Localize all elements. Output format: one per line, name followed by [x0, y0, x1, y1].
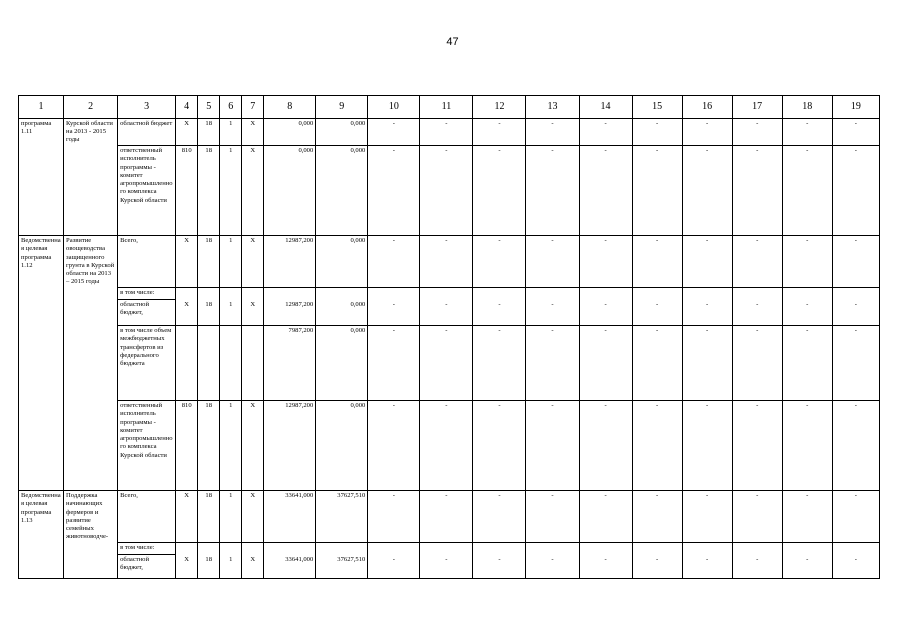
cell-col19: -	[832, 300, 879, 326]
cell-col18: -	[782, 401, 832, 491]
cell-col10: -	[368, 300, 420, 326]
cell-c8: 12987,200	[264, 300, 316, 326]
cell-c8: 7987,200	[264, 326, 316, 401]
cell-col14	[579, 543, 632, 555]
cell-col14: -	[579, 236, 632, 288]
cell-c9: 37627,510	[316, 491, 368, 543]
cell-c9: 0,000	[316, 146, 368, 236]
cell-c3: ответственный исполнитель программы - комитет агропромышленного комплекса Курской области	[118, 146, 176, 236]
cell-col19: -	[832, 401, 879, 491]
cell-col15: -	[632, 300, 682, 326]
cell-c8: 12987,200	[264, 401, 316, 491]
column-header: 13	[526, 96, 579, 119]
cell-c9: 0,000	[316, 401, 368, 491]
cell-col13: -	[526, 401, 579, 491]
cell-col12	[473, 288, 526, 300]
cell-col12: -	[473, 236, 526, 288]
cell-col10: -	[368, 236, 420, 288]
cell-col17	[732, 543, 782, 555]
cell-col18	[782, 543, 832, 555]
column-header: 9	[316, 96, 368, 119]
cell-col18: -	[782, 491, 832, 543]
column-header: 18	[782, 96, 832, 119]
cell-c4	[176, 326, 198, 401]
cell-col10: -	[368, 146, 420, 236]
cell-col12: -	[473, 401, 526, 491]
cell-col10: -	[368, 326, 420, 401]
column-header: 16	[682, 96, 732, 119]
cell-c3: в том числе объем межбюджетных трансфертов из федерального бюджета	[118, 326, 176, 401]
cell-col17: -	[732, 146, 782, 236]
column-header: 8	[264, 96, 316, 119]
cell-col11: -	[420, 119, 473, 146]
column-header: 11	[420, 96, 473, 119]
cell-c1	[19, 146, 64, 236]
cell-col19: -	[832, 146, 879, 236]
cell-col16: -	[682, 326, 732, 401]
column-header: 7	[242, 96, 264, 119]
cell-col16	[682, 288, 732, 300]
cell-c7: Х	[242, 146, 264, 236]
cell-c5: 18	[198, 491, 220, 543]
cell-col17	[732, 288, 782, 300]
column-header: 17	[732, 96, 782, 119]
cell-col15: -	[632, 401, 682, 491]
cell-c4: Х	[176, 300, 198, 326]
cell-c5	[198, 326, 220, 401]
cell-c8: 33641,000	[264, 491, 316, 543]
cell-c6: 1	[220, 491, 242, 543]
column-header: 5	[198, 96, 220, 119]
cell-col10: -	[368, 491, 420, 543]
cell-col16	[682, 543, 732, 555]
cell-col18: -	[782, 119, 832, 146]
cell-col14: -	[579, 119, 632, 146]
cell-col11	[420, 288, 473, 300]
cell-col10: -	[368, 401, 420, 491]
cell-c5: 18	[198, 119, 220, 146]
cell-col15: -	[632, 555, 682, 579]
table-row	[19, 326, 880, 401]
cell-col17: -	[732, 300, 782, 326]
cell-c4: Х	[176, 555, 198, 579]
page-number: 47	[446, 36, 459, 48]
cell-col12: -	[473, 326, 526, 401]
table-row	[19, 119, 880, 146]
cell-c5	[198, 288, 220, 300]
cell-c7: Х	[242, 491, 264, 543]
cell-col17: -	[732, 119, 782, 146]
cell-col15: -	[632, 119, 682, 146]
cell-col16: -	[682, 146, 732, 236]
cell-col16: -	[682, 300, 732, 326]
cell-c6: 1	[220, 300, 242, 326]
cell-col15	[632, 543, 682, 555]
cell-col10: -	[368, 119, 420, 146]
cell-c6: 1	[220, 555, 242, 579]
column-header: 15	[632, 96, 682, 119]
cell-c1: Ведомственная целевая программа 1.13	[19, 491, 64, 543]
table-row	[19, 300, 880, 326]
table-row	[19, 401, 880, 491]
cell-col11: -	[420, 555, 473, 579]
cell-c2	[64, 555, 118, 579]
cell-col19	[832, 288, 879, 300]
cell-col15: -	[632, 491, 682, 543]
cell-col18: -	[782, 236, 832, 288]
cell-c3: в том числе:	[118, 543, 176, 555]
cell-col12: -	[473, 491, 526, 543]
cell-col10	[368, 543, 420, 555]
cell-c5: 18	[198, 401, 220, 491]
cell-col15	[632, 288, 682, 300]
cell-c7	[242, 288, 264, 300]
table-row	[19, 288, 880, 300]
cell-c4: Х	[176, 491, 198, 543]
cell-c4: 810	[176, 401, 198, 491]
cell-c6	[220, 288, 242, 300]
cell-c5: 18	[198, 236, 220, 288]
cell-c3: Всего,	[118, 236, 176, 288]
cell-col17: -	[732, 401, 782, 491]
cell-c7	[242, 543, 264, 555]
cell-col11: -	[420, 146, 473, 236]
cell-c4: Х	[176, 119, 198, 146]
cell-col19: -	[832, 555, 879, 579]
cell-c8: 33641,000	[264, 555, 316, 579]
cell-col12: -	[473, 146, 526, 236]
cell-col19: -	[832, 326, 879, 401]
cell-c6: 1	[220, 236, 242, 288]
cell-c6: 1	[220, 401, 242, 491]
cell-c3: в том числе:	[118, 288, 176, 300]
cell-col14: -	[579, 401, 632, 491]
cell-col11: -	[420, 401, 473, 491]
budget-table	[18, 95, 880, 579]
cell-col13	[526, 543, 579, 555]
cell-c5	[198, 543, 220, 555]
cell-col16: -	[682, 555, 732, 579]
column-header: 19	[832, 96, 879, 119]
table-row	[19, 543, 880, 555]
cell-c1	[19, 555, 64, 579]
cell-c9: 0,000	[316, 326, 368, 401]
cell-c6	[220, 543, 242, 555]
cell-c5: 18	[198, 300, 220, 326]
cell-c7: Х	[242, 236, 264, 288]
cell-c8: 0,000	[264, 119, 316, 146]
cell-col18: -	[782, 146, 832, 236]
cell-c5: 18	[198, 146, 220, 236]
cell-c3: ответственный исполнитель программы - комитет агропромышленного комплекса Курской области	[118, 401, 176, 491]
cell-col13: -	[526, 555, 579, 579]
table-row	[19, 491, 880, 543]
cell-col13	[526, 288, 579, 300]
cell-c1	[19, 300, 64, 326]
cell-col16: -	[682, 119, 732, 146]
cell-c3: областной бюджет	[118, 119, 176, 146]
cell-c2: Поддержка начинающих фермеров и развитие семейных животноводче-	[64, 491, 118, 543]
cell-col17: -	[732, 491, 782, 543]
cell-col18: -	[782, 555, 832, 579]
cell-c8	[264, 543, 316, 555]
cell-col14: -	[579, 491, 632, 543]
cell-col16: -	[682, 401, 732, 491]
cell-c9: 0,000	[316, 119, 368, 146]
cell-c6: 1	[220, 146, 242, 236]
cell-col15: -	[632, 236, 682, 288]
cell-c1: Ведомственная целевая программа 1.12	[19, 236, 64, 288]
table-row	[19, 236, 880, 288]
cell-col15: -	[632, 326, 682, 401]
cell-col12: -	[473, 119, 526, 146]
cell-c4: Х	[176, 236, 198, 288]
cell-col14: -	[579, 146, 632, 236]
cell-col17: -	[732, 236, 782, 288]
cell-col13: -	[526, 491, 579, 543]
cell-col11	[420, 543, 473, 555]
cell-c2: Развитие овощеводства защищенного грунта в Курской области на 2013 – 2015 годы	[64, 236, 118, 288]
cell-c2	[64, 543, 118, 555]
cell-c9	[316, 543, 368, 555]
cell-c9	[316, 288, 368, 300]
cell-c4: 810	[176, 146, 198, 236]
cell-col11: -	[420, 491, 473, 543]
column-header: 6	[220, 96, 242, 119]
cell-c1	[19, 401, 64, 491]
cell-c2	[64, 401, 118, 491]
column-header: 10	[368, 96, 420, 119]
cell-col10	[368, 288, 420, 300]
cell-c4	[176, 288, 198, 300]
cell-c8: 12987,200	[264, 236, 316, 288]
cell-col13: -	[526, 119, 579, 146]
cell-col17: -	[732, 326, 782, 401]
cell-c4	[176, 543, 198, 555]
table-row	[19, 146, 880, 236]
cell-col15: -	[632, 146, 682, 236]
header-row	[19, 96, 880, 119]
cell-c7: Х	[242, 401, 264, 491]
column-header: 4	[176, 96, 198, 119]
cell-c6: 1	[220, 119, 242, 146]
cell-c2	[64, 288, 118, 300]
cell-col11: -	[420, 300, 473, 326]
cell-c6	[220, 326, 242, 401]
cell-col19: -	[832, 119, 879, 146]
cell-c9: 0,000	[316, 300, 368, 326]
cell-col14: -	[579, 326, 632, 401]
cell-c9: 0,000	[316, 236, 368, 288]
cell-col14: -	[579, 555, 632, 579]
cell-c9: 37627,510	[316, 555, 368, 579]
cell-c7: Х	[242, 119, 264, 146]
cell-col18	[782, 288, 832, 300]
cell-c2: Курской области на 2013 - 2015 годы	[64, 119, 118, 146]
cell-col19: -	[832, 491, 879, 543]
cell-col11: -	[420, 326, 473, 401]
cell-col18: -	[782, 326, 832, 401]
cell-c7: Х	[242, 555, 264, 579]
cell-col14: -	[579, 300, 632, 326]
cell-col16: -	[682, 236, 732, 288]
cell-col13: -	[526, 146, 579, 236]
cell-col13: -	[526, 300, 579, 326]
cell-c1	[19, 543, 64, 555]
cell-col19	[832, 543, 879, 555]
cell-c7	[242, 326, 264, 401]
cell-col16: -	[682, 491, 732, 543]
cell-c3: областной бюджет,	[118, 555, 176, 579]
cell-col12: -	[473, 555, 526, 579]
cell-c2	[64, 300, 118, 326]
cell-c7: Х	[242, 300, 264, 326]
column-header: 1	[19, 96, 64, 119]
cell-c8	[264, 288, 316, 300]
column-header: 12	[473, 96, 526, 119]
table-body	[19, 119, 880, 579]
cell-c2	[64, 326, 118, 401]
column-header: 3	[118, 96, 176, 119]
cell-c1: программа 1.11	[19, 119, 64, 146]
cell-col14	[579, 288, 632, 300]
cell-c1	[19, 288, 64, 300]
cell-c1	[19, 326, 64, 401]
table-row	[19, 555, 880, 579]
cell-col10: -	[368, 555, 420, 579]
cell-c8: 0,000	[264, 146, 316, 236]
cell-col13: -	[526, 326, 579, 401]
cell-c3: областной бюджет,	[118, 300, 176, 326]
column-header: 14	[579, 96, 632, 119]
cell-c5: 18	[198, 555, 220, 579]
cell-col12: -	[473, 300, 526, 326]
column-header: 2	[64, 96, 118, 119]
cell-col11: -	[420, 236, 473, 288]
cell-col19: -	[832, 236, 879, 288]
cell-col17: -	[732, 555, 782, 579]
cell-col12	[473, 543, 526, 555]
cell-col18: -	[782, 300, 832, 326]
cell-c2	[64, 146, 118, 236]
cell-col13: -	[526, 236, 579, 288]
cell-c3: Всего,	[118, 491, 176, 543]
